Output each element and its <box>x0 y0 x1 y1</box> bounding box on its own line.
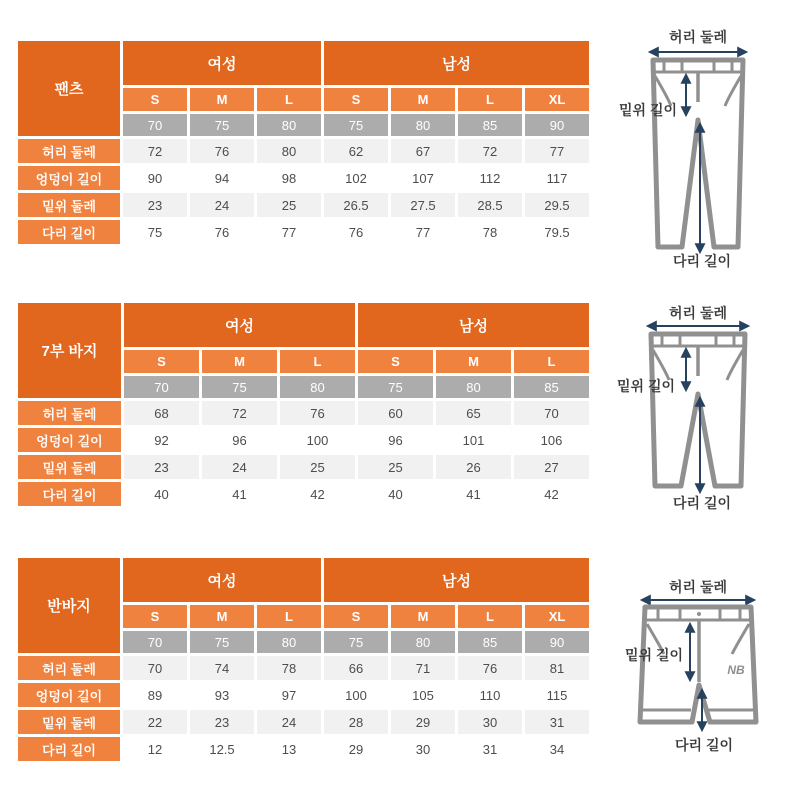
leg-label: 다리 길이 <box>673 253 731 269</box>
waist-label: 허리 둘레 <box>669 579 727 595</box>
long-pants-measure-diagram <box>598 12 798 270</box>
measure-value: 26 <box>436 455 511 479</box>
size-chart-table <box>15 555 592 764</box>
measure-label: 다리 길이 <box>18 737 120 761</box>
measure-value: 42 <box>280 482 355 506</box>
measure-value: 23 <box>190 710 254 734</box>
measure-value: 22 <box>123 710 187 734</box>
measure-row <box>18 737 589 761</box>
header-row <box>18 558 589 602</box>
measure-value: 80 <box>257 139 321 163</box>
measure-value: 29 <box>391 710 455 734</box>
size-number-cell: 70 <box>124 376 199 398</box>
size-header-cell: M <box>391 605 455 628</box>
measure-value: 89 <box>123 683 187 707</box>
measure-value: 60 <box>358 401 433 425</box>
measure-row <box>18 683 589 707</box>
measure-value: 77 <box>391 220 455 244</box>
measure-label: 다리 길이 <box>18 482 121 506</box>
cropped-pants-measure-diagram <box>598 296 798 514</box>
measure-value: 101 <box>436 428 511 452</box>
size-header-cell: M <box>202 350 277 373</box>
measure-label: 허리 둘레 <box>18 401 121 425</box>
measure-label: 엉덩이 길이 <box>18 166 120 190</box>
measure-row <box>18 455 589 479</box>
measure-label: 다리 길이 <box>18 220 120 244</box>
measure-value: 97 <box>257 683 321 707</box>
measure-row <box>18 401 589 425</box>
measure-value: 12.5 <box>190 737 254 761</box>
measure-value: 115 <box>525 683 589 707</box>
size-header-cell: M <box>190 88 254 111</box>
measure-value: 68 <box>124 401 199 425</box>
measure-value: 30 <box>458 710 522 734</box>
size-chart-table <box>15 38 592 247</box>
measure-value: 76 <box>190 139 254 163</box>
size-number-cell: 70 <box>123 631 187 653</box>
waist-label: 허리 둘레 <box>669 305 727 321</box>
size-header-cell: M <box>436 350 511 373</box>
size-header-cell: L <box>280 350 355 373</box>
size-number-cell: 80 <box>391 114 455 136</box>
measure-value: 77 <box>257 220 321 244</box>
measure-value: 70 <box>123 656 187 680</box>
measure-value: 96 <box>202 428 277 452</box>
measure-row <box>18 656 589 680</box>
size-header-cell: M <box>190 605 254 628</box>
size-number-cell: 75 <box>190 114 254 136</box>
measure-row <box>18 710 589 734</box>
measure-value: 42 <box>514 482 589 506</box>
measure-row <box>18 166 589 190</box>
gender-header: 남성 <box>324 558 589 602</box>
measure-value: 28.5 <box>458 193 522 217</box>
size-number-cell: 70 <box>123 114 187 136</box>
size-number-cell: 80 <box>280 376 355 398</box>
measure-value: 78 <box>458 220 522 244</box>
measure-label: 밑위 둘레 <box>18 193 120 217</box>
size-number-cell: 75 <box>190 631 254 653</box>
size-header-cell: S <box>324 605 388 628</box>
size-number-cell: 75 <box>358 376 433 398</box>
measure-value: 78 <box>257 656 321 680</box>
measure-value: 77 <box>525 139 589 163</box>
measure-label: 밑위 둘레 <box>18 455 121 479</box>
measure-value: 40 <box>124 482 199 506</box>
waist-label: 허리 둘레 <box>669 29 727 45</box>
nb-brand-logo: NB <box>727 663 745 677</box>
gender-header: 여성 <box>124 303 355 347</box>
measure-value: 34 <box>525 737 589 761</box>
header-row <box>18 303 589 347</box>
size-number-cell: 90 <box>525 631 589 653</box>
size-number-cell: 75 <box>202 376 277 398</box>
measure-value: 31 <box>525 710 589 734</box>
crotch-label: 밑위 길이 <box>619 102 677 118</box>
size-number-cell: 80 <box>436 376 511 398</box>
gender-header: 남성 <box>358 303 589 347</box>
size-header-cell: S <box>358 350 433 373</box>
measure-value: 29.5 <box>525 193 589 217</box>
measure-value: 65 <box>436 401 511 425</box>
size-header-cell: S <box>123 605 187 628</box>
size-chart-table <box>15 300 592 509</box>
measure-value: 13 <box>257 737 321 761</box>
leg-label: 다리 길이 <box>675 737 733 753</box>
measure-value: 107 <box>391 166 455 190</box>
measure-value: 26.5 <box>324 193 388 217</box>
size-number-cell: 75 <box>324 114 388 136</box>
table-title: 7부 바지 <box>18 303 121 398</box>
measure-value: 76 <box>458 656 522 680</box>
measure-value: 105 <box>391 683 455 707</box>
measure-value: 94 <box>190 166 254 190</box>
size-number-cell: 85 <box>458 631 522 653</box>
size-header-cell: L <box>514 350 589 373</box>
measure-value: 25 <box>280 455 355 479</box>
crotch-label: 밑위 길이 <box>625 647 683 663</box>
size-header-cell: M <box>391 88 455 111</box>
measure-value: 66 <box>324 656 388 680</box>
measure-value: 29 <box>324 737 388 761</box>
table-title: 팬츠 <box>18 41 120 136</box>
measure-value: 79.5 <box>525 220 589 244</box>
size-number-cell: 80 <box>257 631 321 653</box>
size-number-cell: 75 <box>324 631 388 653</box>
measure-label: 허리 둘레 <box>18 139 120 163</box>
measure-row <box>18 220 589 244</box>
measure-label: 엉덩이 길이 <box>18 428 121 452</box>
measure-value: 70 <box>514 401 589 425</box>
measure-value: 110 <box>458 683 522 707</box>
measure-value: 62 <box>324 139 388 163</box>
waist-button <box>697 612 701 616</box>
header-row <box>18 41 589 85</box>
measure-value: 76 <box>324 220 388 244</box>
measure-value: 92 <box>124 428 199 452</box>
measure-value: 41 <box>436 482 511 506</box>
measure-label: 밑위 둘레 <box>18 710 120 734</box>
measure-value: 106 <box>514 428 589 452</box>
measure-value: 76 <box>190 220 254 244</box>
measure-value: 67 <box>391 139 455 163</box>
measure-value: 72 <box>458 139 522 163</box>
measure-value: 74 <box>190 656 254 680</box>
size-header-cell: S <box>124 350 199 373</box>
size-number-cell: 85 <box>458 114 522 136</box>
measure-value: 93 <box>190 683 254 707</box>
measure-label: 허리 둘레 <box>18 656 120 680</box>
leg-label: 다리 길이 <box>673 495 731 511</box>
measure-row <box>18 193 589 217</box>
measure-value: 25 <box>257 193 321 217</box>
size-header-cell: XL <box>525 605 589 628</box>
size-number-cell: 80 <box>257 114 321 136</box>
measure-label: 엉덩이 길이 <box>18 683 120 707</box>
measure-value: 100 <box>280 428 355 452</box>
measure-value: 76 <box>280 401 355 425</box>
size-number-cell: 85 <box>514 376 589 398</box>
size-header-cell: L <box>458 88 522 111</box>
measure-value: 72 <box>202 401 277 425</box>
measure-value: 81 <box>525 656 589 680</box>
measure-value: 24 <box>190 193 254 217</box>
measure-value: 23 <box>123 193 187 217</box>
measure-value: 24 <box>257 710 321 734</box>
measure-value: 25 <box>358 455 433 479</box>
measure-value: 30 <box>391 737 455 761</box>
measure-value: 117 <box>525 166 589 190</box>
measure-value: 28 <box>324 710 388 734</box>
measure-row <box>18 139 589 163</box>
measure-value: 23 <box>124 455 199 479</box>
measure-value: 24 <box>202 455 277 479</box>
size-number-cell: 90 <box>525 114 589 136</box>
measure-value: 90 <box>123 166 187 190</box>
gender-header: 여성 <box>123 558 321 602</box>
measure-value: 72 <box>123 139 187 163</box>
measure-value: 102 <box>324 166 388 190</box>
measure-value: 12 <box>123 737 187 761</box>
size-header-cell: S <box>324 88 388 111</box>
crotch-label: 밑위 길이 <box>617 378 675 394</box>
measure-value: 27 <box>514 455 589 479</box>
gender-header: 남성 <box>324 41 589 85</box>
size-header-cell: L <box>257 88 321 111</box>
size-header-cell: XL <box>525 88 589 111</box>
size-header-cell: L <box>458 605 522 628</box>
size-header-cell: L <box>257 605 321 628</box>
size-header-cell: S <box>123 88 187 111</box>
measure-row <box>18 428 589 452</box>
measure-value: 41 <box>202 482 277 506</box>
size-number-cell: 80 <box>391 631 455 653</box>
measure-value: 98 <box>257 166 321 190</box>
measure-value: 71 <box>391 656 455 680</box>
measure-value: 75 <box>123 220 187 244</box>
measure-value: 27.5 <box>391 193 455 217</box>
measure-value: 40 <box>358 482 433 506</box>
gender-header: 여성 <box>123 41 321 85</box>
measure-value: 112 <box>458 166 522 190</box>
measure-value: 96 <box>358 428 433 452</box>
shorts-measure-diagram <box>598 552 798 764</box>
table-title: 반바지 <box>18 558 120 653</box>
measure-value: 100 <box>324 683 388 707</box>
measure-row <box>18 482 589 506</box>
measure-value: 31 <box>458 737 522 761</box>
